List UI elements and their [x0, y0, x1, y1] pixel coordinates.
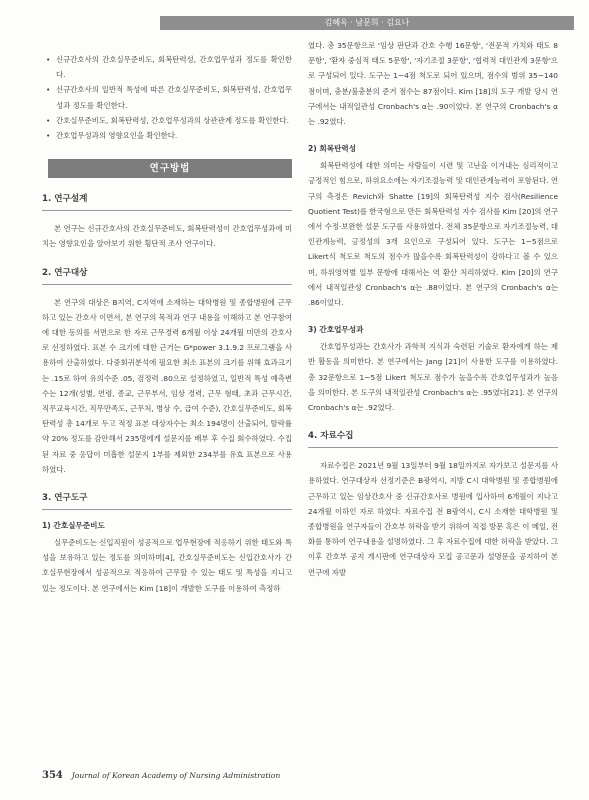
journal-name: Journal of Korean Academy of Nursing Administration [71, 771, 281, 780]
methods-section-title: 연구방법 [48, 159, 292, 178]
readiness-paragraph: 실무준비도는 신입직원이 성공적으로 업무현장에 적응하기 위한 태도와 특성을 보유하고 있는 정도를 의미하며[4], 간호실무준비도는 신입간호사가 간호실무현장에서 성공적으로 적응하여 근무할 수 있는 태도 및 특성을 지니고 있는 정도이다. 본 연구에서는 Kim [18]이 개발한 도구를 이용하여 측정하 [42, 538, 292, 593]
resilience-heading: 2) 회복탄력성 [308, 144, 357, 154]
instruments-heading: 3. 연구도구 [42, 491, 292, 510]
left-column [42, 52, 292, 596]
resilience-paragraph: 회복탄력성에 대한 의미는 사람들이 시련 및 고난을 이겨내는 심리적이고 긍정적인 힘으로, 하위요소에는 자기조절능력 및 대인관계능력이 포함된다. 연구의 측정은 Revich와 Shatte [19]의 회복탄력성 지수 검사(Resilience Quotient Test)를 한국형으로 만든 회복탄력성 지수 검사를 Kim [20]의 연구에서 수정·보완한 설문 도구를 사용하였다. 전체 35문항으로 자기조절능력, 대인관계능력, 긍정성의 3개 요인으로 구성되어 있다. 도구는 1~5점으로 Likert식 척도로 척도의 점수가 많을수록 회복탄력성이 강하다고 볼 수 있으며, 하위영역별 일부 문항에 대해서는 역 환산 처리하였다. Kim [20]의 연구에서 내적일관성 Cronbach's α는 .88이었다. 본 연구의 Cronbach's α는 .86이었다. [308, 161, 558, 308]
page-footer [42, 770, 280, 781]
running-header: 김혜옥 · 남문희 · 김요나 [160, 16, 574, 30]
subjects-heading: 2. 연구대상 [42, 266, 292, 285]
objective-item: • 간호업무성과의 영향요인을 확인한다. [42, 128, 292, 143]
performance-paragraph: 간호업무성과는 간호사가 과학적 지식과 숙련된 기술로 환자에게 하는 제반 활동을 의미한다. 본 연구에서는 Jang [21]이 사용한 도구를 이용하였다. 총 32문항으로 1~5점 Likert 척도로 점수가 높을수록 간호업무성과가 높음을 의미한다. 본 도구의 내적일관성 Cronbach's α는 .95였다[21]. 본 연구의 Cronbach's α는 .92였다. [308, 342, 558, 413]
objective-item: • 간호실무준비도, 회복탄력성, 간호업무성과의 상관관계 정도를 확인한다. [42, 113, 292, 128]
right-column [308, 38, 558, 580]
performance-heading: 3) 간호업무성과 [308, 325, 364, 335]
design-paragraph: 본 연구는 신규간호사의 간호실무준비도, 회복탄력성이 간호업무성과에 미치는 영향요인을 알아보기 위한 횡단적 조사 연구이다. [42, 224, 292, 249]
objective-item: • 신규간호사의 일반적 특성에 따른 간호실무준비도, 회복탄력성, 간호업무성과 정도를 확인한다. [42, 82, 292, 112]
objective-item: • 신규간호사의 간호실무준비도, 회복탄력성, 간호업무성과 정도를 확인한다. [42, 52, 292, 82]
readiness-heading: 1) 간호실무준비도 [42, 521, 105, 531]
data-collection-paragraph: 자료수집은 2021년 9월 13일부터 9월 18일까지로 자가보고 설문지를 사용하였다. 연구대상자 선정기준은 B광역시, 지방 C시 대학병원 및 종합병원에 근무하고 있는 임상간호사 중 신규간호사로 병원에 입사하여 6개월이 지나고 24개월 이하인 자로 하였다. 자료수집 전 B광역시, C시 소재한 대학병원 및 종합병원을 연구자들이 간호부 허락을 받기 위하여 직접 방문 혹은 이 메일, 전화를 통하여 연구내용을 설명하였다. 그 후 자료수집에 대한 허락을 받았다. 그 이후 간호부 공지 게시판에 연구대상자 모집 공고문과 설명문을 공지하여 본 연구에 자발 [308, 461, 558, 577]
design-heading: 1. 연구설계 [42, 192, 292, 211]
readiness-paragraph-cont: 였다. 총 35문항으로 '임상 판단과 간호 수행 16문항', '전문적 가치와 태도 8문항', '환자 중심적 태도 5문항', '자기조절 3문항', '협력적 대인관계 3문항'으로 구성되어 있다. 도구는 1~4점 척도로 되어 있으며, 점수의 범위 35~140점이며, 충분/불충분의 준거 점수는 87점이다. Kim [18]의 도구 개발 당시 연구에서는 내적일관성 Cronbach's α는 .90이었다. 본 연구의 Cronbach's α는 .92였다. [308, 41, 558, 127]
subjects-paragraph: 본 연구의 대상은 B지역, C지역에 소재하는 대학병원 및 종합병원에 근무하고 있는 간호사 이면서, 본 연구의 목적과 연구 내용을 이해하고 본 연구참여에 대한 동의를 서면으로 한 자로 근무경력 6개월 이상 24개월 미만의 간호사로 선정하였다. 표본 수 크기에 대한 근거는 G*power 3.1.9.2 프로그램을 사용하여 산출하였다. 다중회귀분석에 필요한 최소 표본의 크기를 위해 효과크기는 .15로 하여 유의수준 .05, 검정력 .80으로 설정하였고, 일반적 특성 예측변수는 12개(성별, 연령, 종교, 근무부서, 임상 경력, 근무 형태, 초과 근무시간, 직무교육시간, 직무만족도, 근무처, 병상 수, 급여 수준), 간호실무준비도, 회복탄력성 총 14개로 두고 적정 표본 대상자수는 최소 194명이 산출되어, 탈락률 약 20% 정도를 감안해서 235명에게 설문지를 배부 후 수집 회수하였다. 수집된 자료 중 응답이 미흡한 설문지 1부를 제외한 234부를 유효 표본으로 사용하였다. [42, 297, 292, 474]
page-number: 354 [42, 770, 63, 781]
data-collection-heading: 4. 자료수집 [308, 429, 558, 448]
